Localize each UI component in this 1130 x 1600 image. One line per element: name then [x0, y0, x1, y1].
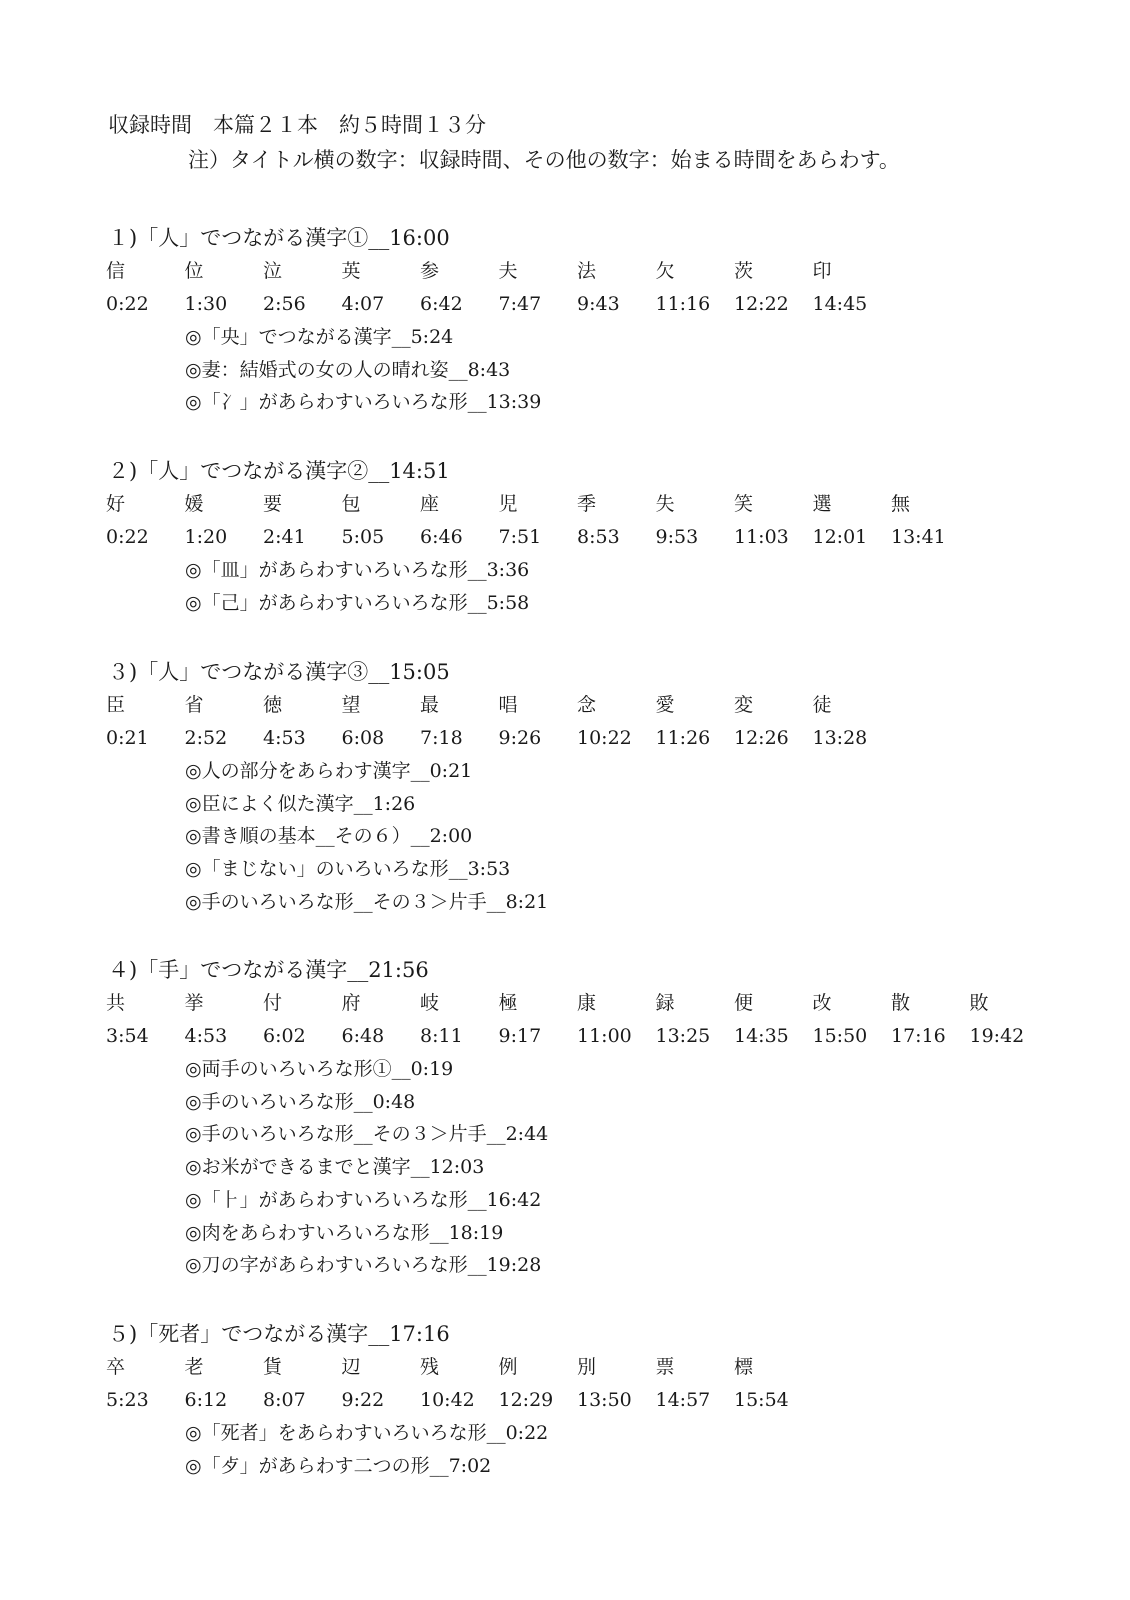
start-time: 3:54 [106, 1025, 149, 1047]
start-time: 19:42 [969, 1025, 1025, 1047]
kanji-item: 印 [812, 260, 832, 282]
kanji-item: 残 [420, 1356, 440, 1378]
start-time: 1:20 [184, 526, 228, 548]
start-time: 8:11 [420, 1025, 463, 1047]
subtopic-item: ◎「歺」があらわす二つの形__7:02 [185, 1454, 492, 1477]
subtopic-item: ◎手のいろいろな形__その３＞片手__8:21 [185, 890, 549, 913]
kanji-item: 貨 [263, 1356, 283, 1378]
kanji-item: 欠 [655, 260, 675, 282]
kanji-item: 付 [263, 992, 283, 1014]
kanji-item: 老 [184, 1356, 204, 1378]
start-time: 13:41 [891, 526, 946, 548]
kanji-item: 児 [498, 493, 518, 515]
subtopic-item: ◎「⺊」があらわすいろいろな形__16:42 [185, 1188, 542, 1211]
start-time: 6:42 [420, 293, 463, 315]
start-time: 17:16 [891, 1025, 946, 1047]
start-time: 9:22 [341, 1389, 385, 1411]
start-time: 14:57 [655, 1389, 711, 1411]
kanji-item: 要 [263, 493, 283, 515]
start-time: 6:02 [263, 1025, 306, 1047]
start-time: 7:51 [498, 526, 542, 548]
subtopic-item: ◎手のいろいろな形__0:48 [185, 1090, 416, 1113]
kanji-item: 卒 [106, 1356, 126, 1378]
start-time: 11:16 [655, 293, 711, 315]
start-time: 2:52 [184, 727, 228, 749]
kanji-item: 挙 [184, 992, 204, 1014]
subtopic-item: ◎手のいろいろな形__その３＞片手__2:44 [185, 1123, 549, 1146]
section-title: ４)「手」でつながる漢字__21:56 [108, 958, 429, 982]
subtopic-item: ◎刀の字があらわすいろいろな形__19:28 [185, 1254, 542, 1277]
start-time: 14:35 [734, 1025, 789, 1047]
start-time: 13:25 [655, 1025, 711, 1047]
header-title: 収録時間 本篇２１本 約５時間１３分 [108, 113, 486, 137]
start-time: 12:29 [498, 1389, 554, 1411]
subtopic-item: ◎人の部分をあらわす漢字__0:21 [185, 760, 473, 782]
start-time: 0:21 [106, 727, 149, 749]
subtopic-item: ◎「まじない」のいろいろな形__3:53 [185, 858, 511, 881]
kanji-item: 辺 [341, 1356, 361, 1378]
kanji-item: 変 [734, 694, 754, 716]
start-time: 7:47 [498, 293, 542, 315]
kanji-item: 茨 [734, 260, 754, 282]
start-time: 6:12 [184, 1389, 228, 1411]
start-time: 13:50 [577, 1389, 632, 1411]
kanji-item: 位 [184, 260, 204, 282]
start-time: 8:07 [263, 1389, 306, 1411]
subtopic-item: ◎「央」でつながる漢字__5:24 [185, 326, 454, 348]
kanji-item: 望 [341, 694, 361, 716]
start-time: 9:26 [498, 727, 542, 749]
kanji-item: 失 [655, 493, 675, 515]
section-title: ２)「人」でつながる漢字②__14:51 [108, 459, 450, 483]
subtopic-item: ◎肉をあらわすいろいろな形__18:19 [185, 1221, 504, 1244]
subtopic-item: ◎「皿」があらわすいろいろな形__3:36 [185, 559, 530, 581]
start-time: 11:03 [734, 526, 789, 548]
kanji-item: 念 [577, 694, 597, 716]
start-time: 4:53 [184, 1025, 228, 1047]
subtopic-item: ◎「己」があらわすいろいろな形__5:58 [185, 591, 530, 614]
subtopic-item: ◎お米ができるまでと漢字__12:03 [185, 1156, 485, 1179]
start-time: 10:22 [577, 727, 632, 749]
kanji-item: 極 [498, 992, 518, 1014]
kanji-item: 信 [106, 260, 126, 282]
kanji-item: 唱 [498, 694, 518, 716]
subtopic-item: ◎妻：結婚式の女の人の晴れ姿__8:43 [185, 358, 511, 381]
start-time: 10:42 [420, 1389, 475, 1411]
kanji-item: 季 [577, 493, 597, 515]
subtopic-item: ◎書き順の基本__その６）__2:00 [185, 825, 473, 848]
kanji-item: 康 [577, 992, 597, 1014]
kanji-item: 臣 [106, 694, 126, 716]
start-time: 13:28 [812, 727, 868, 749]
kanji-item: 好 [106, 493, 126, 515]
kanji-item: 便 [734, 992, 754, 1014]
kanji-item: 散 [891, 992, 911, 1014]
kanji-item: 最 [420, 694, 440, 716]
kanji-item: 例 [498, 1356, 518, 1378]
start-time: 6:46 [420, 526, 463, 548]
start-time: 9:43 [577, 293, 620, 315]
start-time: 12:22 [734, 293, 789, 315]
start-time: 4:53 [263, 727, 306, 749]
start-time: 2:56 [263, 293, 306, 315]
kanji-item: 岐 [420, 992, 440, 1014]
kanji-item: 敗 [969, 992, 989, 1014]
start-time: 0:22 [106, 293, 149, 315]
kanji-item: 票 [655, 1356, 675, 1378]
start-time: 11:26 [655, 727, 711, 749]
kanji-item: 録 [655, 992, 675, 1014]
section-title: １)「人」でつながる漢字①__16:00 [108, 226, 450, 250]
start-time: 4:07 [341, 293, 385, 315]
start-time: 2:41 [263, 526, 306, 548]
start-time: 6:08 [341, 727, 385, 749]
section-title: ３)「人」でつながる漢字③__15:05 [108, 660, 450, 684]
kanji-item: 改 [812, 992, 832, 1014]
start-time: 5:23 [106, 1389, 149, 1411]
start-time: 11:00 [577, 1025, 632, 1047]
start-time: 15:50 [812, 1025, 868, 1047]
kanji-item: 標 [734, 1356, 754, 1378]
kanji-item: 府 [341, 992, 361, 1014]
start-time: 5:05 [341, 526, 385, 548]
kanji-item: 別 [577, 1356, 597, 1378]
start-time: 15:54 [734, 1389, 789, 1411]
kanji-item: 夫 [498, 260, 518, 282]
kanji-item: 座 [420, 493, 440, 515]
header-note: 注）タイトル横の数字：収録時間、その他の数字：始まる時間をあらわす。 [188, 148, 900, 172]
kanji-item: 共 [106, 992, 126, 1014]
kanji-item: 泣 [263, 260, 283, 282]
start-time: 7:18 [420, 727, 463, 749]
kanji-item: 包 [341, 493, 361, 515]
kanji-item: 笑 [734, 493, 754, 515]
kanji-item: 参 [420, 260, 440, 282]
start-time: 0:22 [106, 526, 149, 548]
start-time: 8:53 [577, 526, 620, 548]
kanji-item: 愛 [655, 694, 675, 716]
subtopic-item: ◎臣によく似た漢字__1:26 [185, 792, 416, 815]
kanji-item: 徒 [812, 694, 832, 716]
subtopic-item: ◎「死者」をあらわすいろいろな形__0:22 [185, 1422, 549, 1444]
kanji-item: 媛 [184, 493, 204, 515]
start-time: 14:45 [812, 293, 868, 315]
subtopic-item: ◎両手のいろいろな形①__0:19 [185, 1058, 454, 1080]
kanji-item: 選 [812, 493, 832, 515]
start-time: 9:17 [498, 1025, 542, 1047]
start-time: 9:53 [655, 526, 699, 548]
start-time: 12:26 [734, 727, 789, 749]
kanji-item: 法 [577, 260, 597, 282]
section-title: ５)「死者」でつながる漢字__17:16 [108, 1322, 450, 1346]
kanji-item: 英 [341, 260, 361, 282]
subtopic-item: ◎「冫」があらわすいろいろな形__13:39 [185, 391, 542, 414]
start-time: 6:48 [341, 1025, 385, 1047]
start-time: 12:01 [812, 526, 868, 548]
kanji-item: 徳 [263, 694, 283, 716]
kanji-item: 無 [891, 493, 911, 515]
kanji-item: 省 [184, 694, 204, 716]
start-time: 1:30 [184, 293, 228, 315]
